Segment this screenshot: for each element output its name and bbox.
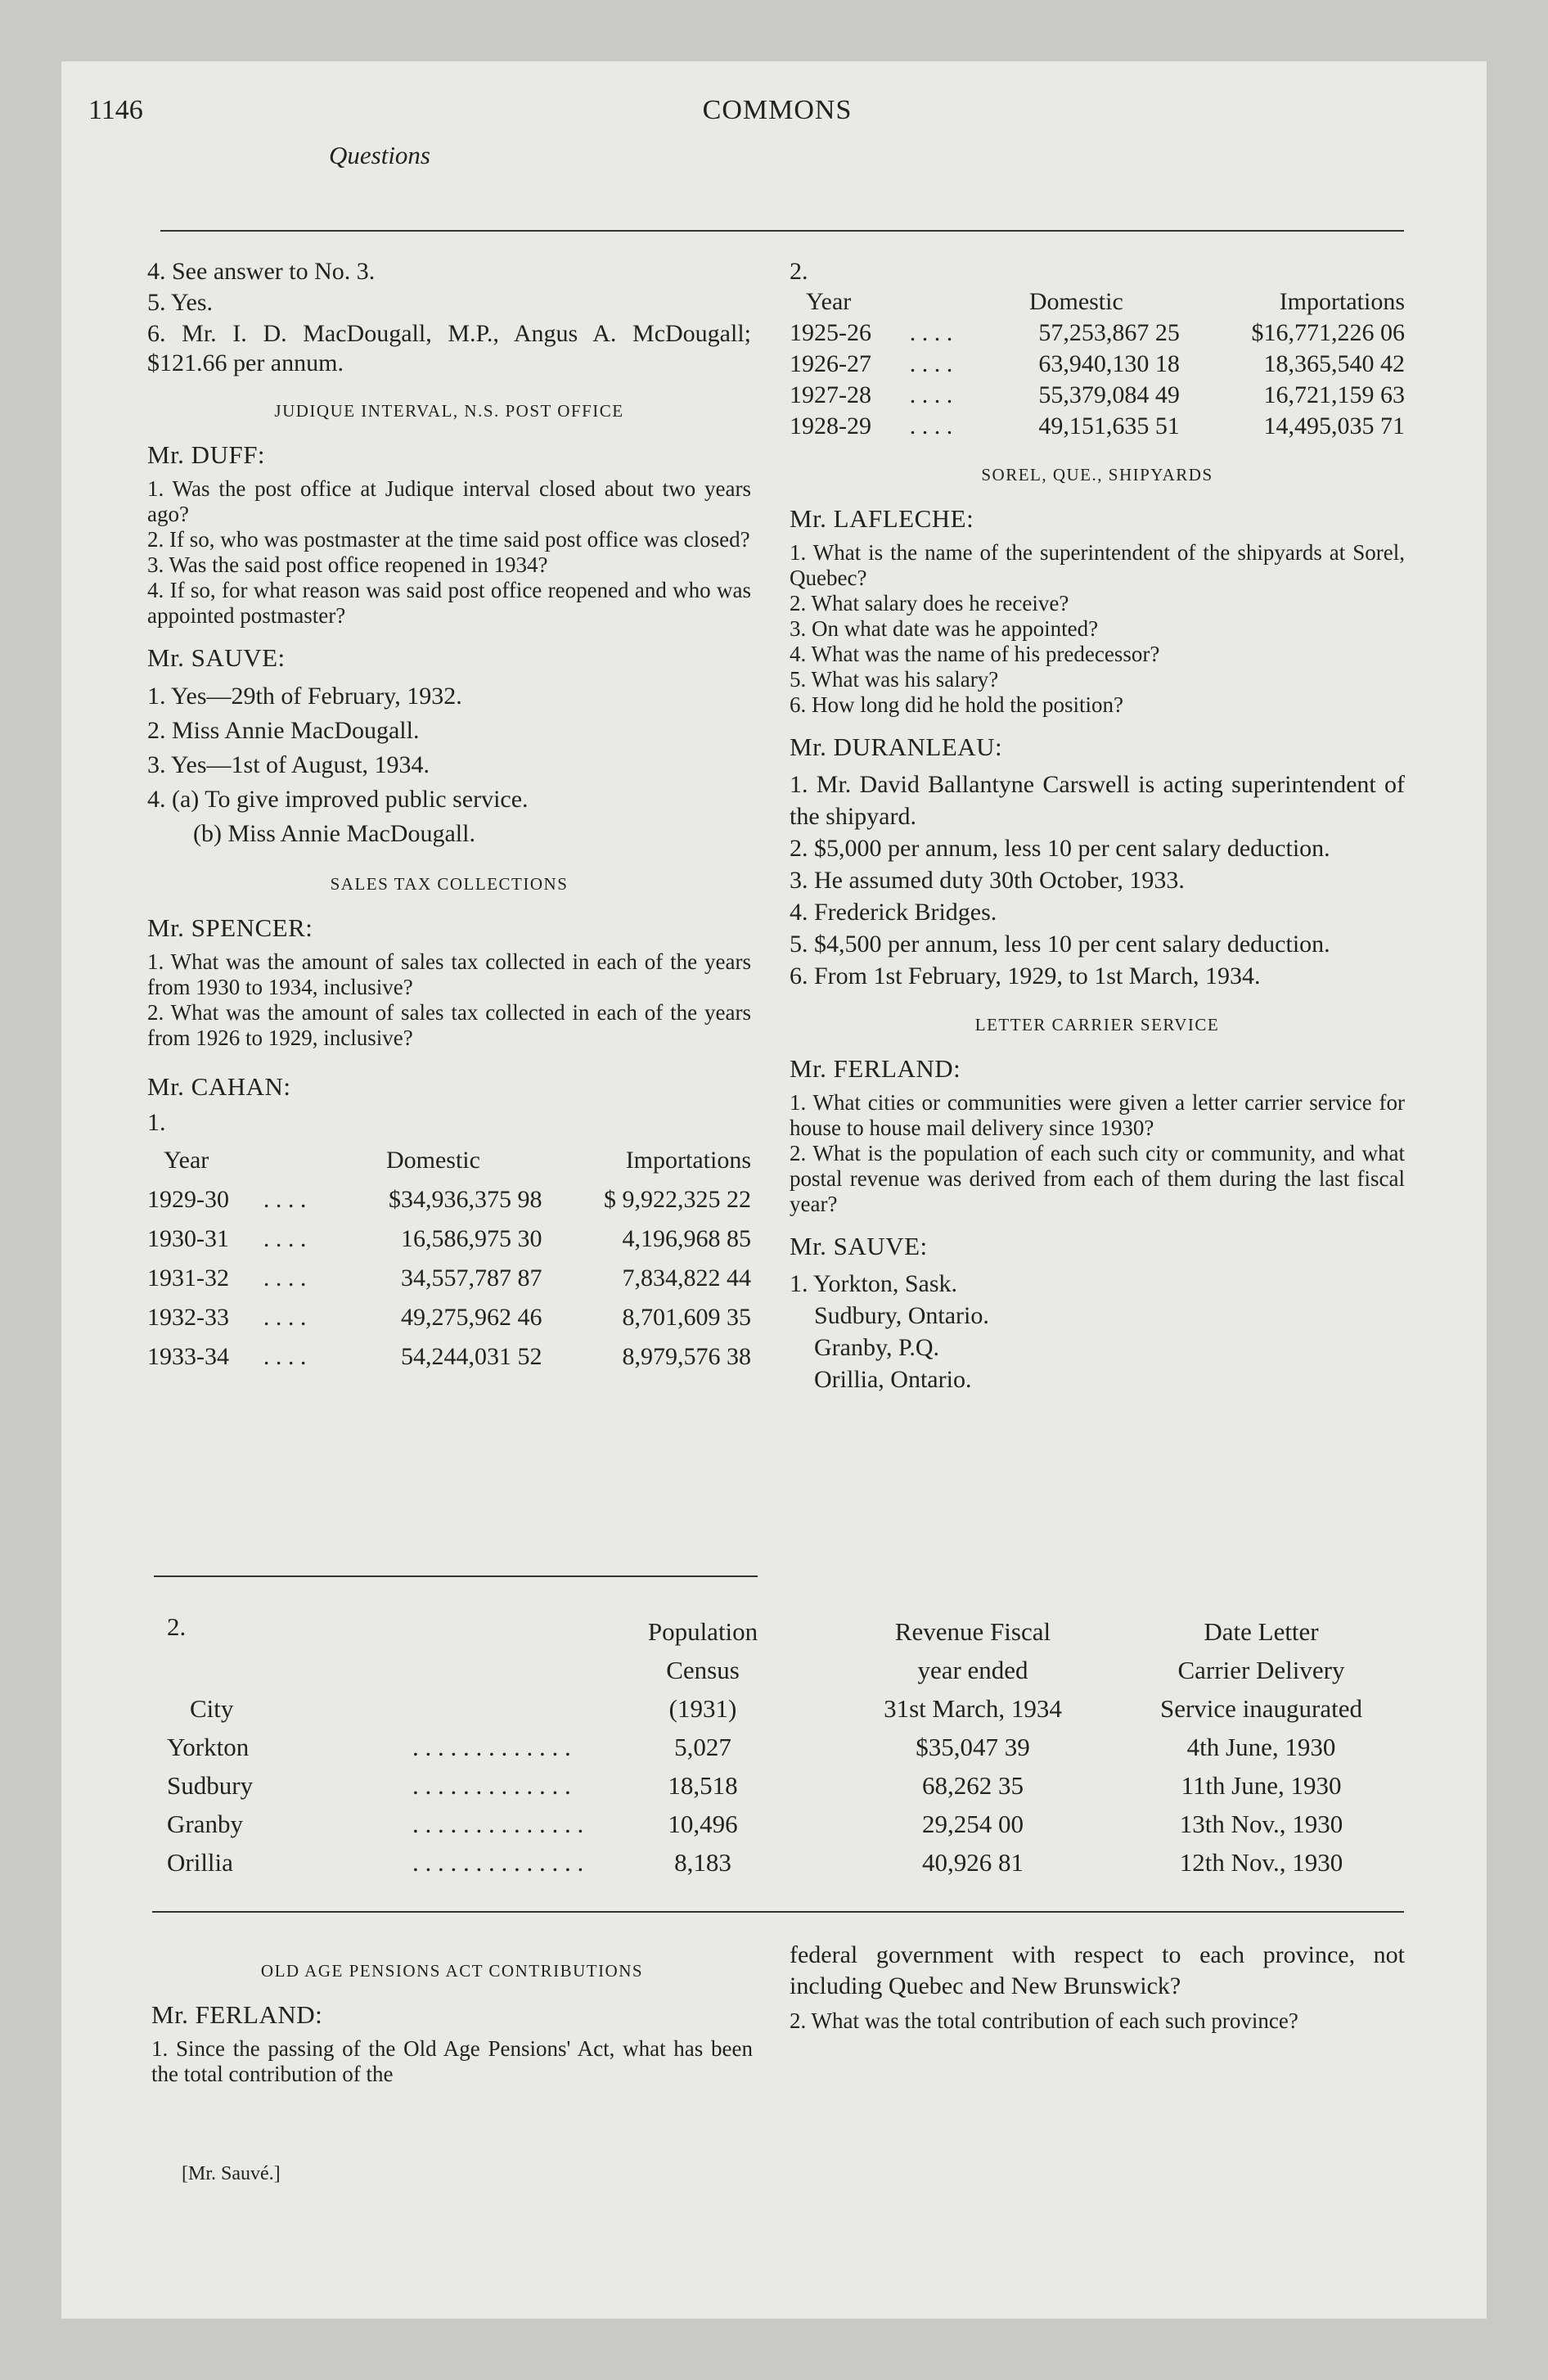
- table-cell: 1928-29: [790, 412, 871, 439]
- question: 2. What salary does he receive?: [790, 591, 1069, 615]
- table-cell: 1931-32: [147, 1264, 229, 1291]
- section-heading: JUDIQUE INTERVAL, N.S. POST OFFICE: [274, 401, 624, 421]
- table-cell: 8,701,609 35: [622, 1304, 751, 1331]
- column-header: (1931): [668, 1693, 737, 1723]
- table-row: [167, 1728, 1394, 1766]
- column-header: year ended: [917, 1655, 1028, 1684]
- question: 4. If so, for what reason was said post office reopened and who was appointed postmaster?: [147, 578, 751, 628]
- column-header: Revenue Fiscal: [894, 1616, 1051, 1646]
- column-header: 31st March, 1934: [884, 1693, 1062, 1723]
- column-header: Domestic: [1028, 288, 1123, 315]
- table-cell: 7,834,822 44: [622, 1264, 751, 1291]
- answer: 6. From 1st February, 1929, to 1st March, 1934.: [790, 962, 1261, 989]
- question: 1. What is the name of the superintendent of the shipyards at Sorel, Quebec?: [790, 540, 1405, 590]
- table-cell: 63,940,130 18: [1038, 350, 1180, 377]
- speaker: Mr. LAFLECHE:: [790, 504, 974, 533]
- table-cell: 5,027: [674, 1732, 731, 1761]
- table-row: [790, 349, 1405, 380]
- sales-tax-table-1930-34: [147, 1141, 751, 1377]
- table-header-row: [790, 286, 1405, 318]
- table-cell: 13th Nov., 1930: [1179, 1809, 1343, 1838]
- table-cell: $16,771,226 06: [1251, 319, 1405, 346]
- column-header: Carrier Delivery: [1177, 1655, 1345, 1684]
- table-cell: 16,586,975 30: [401, 1225, 542, 1252]
- table-cell: 29,254 00: [922, 1809, 1024, 1838]
- answer: 1. Yorkton, Sask.: [790, 1270, 958, 1297]
- table-cell: 49,275,962 46: [401, 1304, 542, 1331]
- section-heading: OLD AGE PENSIONS ACT CONTRIBUTIONS: [260, 1961, 644, 1981]
- city-table-block: [167, 1612, 1394, 1882]
- leader-dots: . . . .: [263, 1343, 307, 1370]
- question: 1. What cities or communities were given a letter carrier service for house to house mail delivery since 1930?: [790, 1090, 1405, 1140]
- answer-line: 6. Mr. I. D. MacDougall, M.P., Angus A. McDougall; $121.66 per annum.: [147, 320, 751, 376]
- table-cell: 14,495,035 71: [1263, 412, 1405, 439]
- speaker: Mr. DUFF:: [147, 440, 266, 469]
- column-header: Year: [164, 1147, 209, 1174]
- column-header: Importations: [625, 1147, 751, 1174]
- table-cell: Granby: [167, 1809, 243, 1838]
- table-cell: $ 9,922,325 22: [604, 1186, 751, 1213]
- section-heading: SALES TAX COLLECTIONS: [330, 874, 569, 894]
- leader-dots: . . . .: [263, 1186, 307, 1213]
- table-cell: 16,721,159 63: [1263, 381, 1405, 408]
- table-cell: 34,557,787 87: [401, 1264, 542, 1291]
- answer: 5. $4,500 per annum, less 10 per cent salary deduction.: [790, 931, 1330, 958]
- question: 2. What is the population of each such city or community, and what postal revenue was derived from each of them during the last fiscal year?: [790, 1141, 1405, 1216]
- section-heading: SOREL, QUE., SHIPYARDS: [981, 465, 1213, 485]
- answer: Granby, P.Q.: [814, 1334, 940, 1361]
- answer-block: [790, 1268, 1405, 1395]
- question-block: [790, 1090, 1405, 1217]
- table-cell: 10,496: [668, 1809, 738, 1838]
- table-cell: $34,936,375 98: [389, 1186, 542, 1213]
- left-column: [147, 257, 751, 1377]
- table-row: [147, 1259, 751, 1298]
- table-cell: Yorkton: [167, 1732, 250, 1761]
- answer: 1. Yes—29th of February, 1932.: [147, 683, 462, 710]
- answer: (b) Miss Annie MacDougall.: [193, 820, 475, 847]
- table-row: [167, 1766, 1394, 1805]
- leader-dots: . . . . . . . . . . . . .: [412, 1732, 571, 1761]
- table-row: [167, 1843, 1394, 1882]
- column-header: Population: [647, 1616, 758, 1646]
- question: 5. What was his salary?: [790, 667, 999, 692]
- table-header-row: [167, 1612, 1394, 1651]
- answer: 4. Frederick Bridges.: [790, 899, 997, 926]
- sales-tax-table-1926-29: [790, 286, 1405, 442]
- speaker: Mr. SAUVE:: [790, 1232, 928, 1260]
- leader-dots: . . . .: [263, 1304, 307, 1331]
- table-cell: 12th Nov., 1930: [1179, 1847, 1343, 1877]
- question: 1. What was the amount of sales tax collected in each of the years from 1930 to 1934, inclusive?: [147, 949, 751, 999]
- page-number: 1146: [88, 95, 143, 125]
- table-cell: 55,379,084 49: [1038, 381, 1180, 408]
- table-cell: 1933-34: [147, 1343, 229, 1370]
- leader-dots: . . . .: [263, 1264, 307, 1291]
- leader-dots: . . . .: [263, 1225, 307, 1252]
- leader-dots: . . . .: [909, 381, 953, 408]
- table-cell: 8,183: [674, 1847, 731, 1877]
- speaker: Mr. SAUVE:: [147, 643, 286, 672]
- page-header-subtitle: Questions: [329, 141, 430, 169]
- table-label: 1.: [147, 1109, 166, 1136]
- table-cell: 4,196,968 85: [622, 1225, 751, 1252]
- question: 6. How long did he hold the position?: [790, 692, 1123, 717]
- table-cell: 1929-30: [147, 1186, 229, 1213]
- table-cell: 1926-27: [790, 350, 871, 377]
- table-cell: 4th June, 1930: [1186, 1732, 1336, 1761]
- table-cell: 1930-31: [147, 1225, 229, 1252]
- leader-dots: . . . . . . . . . . . . .: [412, 1770, 571, 1800]
- question-continued: federal government with respect to each province, not including Quebec and New Brunswick?: [790, 1941, 1405, 1999]
- table-cell: 8,979,576 38: [622, 1343, 751, 1370]
- column-header: Service inaugurated: [1159, 1693, 1363, 1723]
- answer: 1. Mr. David Ballantyne Carswell is acting superintendent of the shipyard.: [790, 771, 1405, 830]
- question: 2. What was the total contribution of each such province?: [790, 2008, 1298, 2033]
- question: 2. If so, who was postmaster at the time said post office was closed?: [147, 527, 750, 552]
- table-header-row: [167, 1651, 1394, 1689]
- pensions-right: [790, 1940, 1405, 2034]
- right-column: [790, 257, 1405, 1395]
- table-cell: 54,244,031 52: [401, 1343, 542, 1370]
- column-header: Domestic: [385, 1147, 480, 1174]
- question-block: [147, 476, 751, 629]
- table-cell: 11th June, 1930: [1181, 1770, 1342, 1800]
- column-header: Importations: [1279, 288, 1405, 315]
- answer: 3. Yes—1st of August, 1934.: [147, 751, 430, 778]
- table-label: 2.: [167, 1612, 187, 1641]
- table-cell: 18,365,540 42: [1263, 350, 1405, 377]
- footer-speaker-note: [Mr. Sauvé.]: [182, 2163, 281, 2184]
- answer: 4. (a) To give improved public service.: [147, 786, 529, 813]
- section-rule: [152, 1911, 1404, 1913]
- table-row: [147, 1219, 751, 1259]
- answer: Orillia, Ontario.: [814, 1366, 972, 1393]
- leader-dots: . . . .: [909, 319, 953, 346]
- page-header-title: COMMONS: [702, 95, 853, 125]
- question: 1. Since the passing of the Old Age Pensions' Act, what has been the total contribution of the: [151, 2036, 753, 2086]
- answer: 2. Miss Annie MacDougall.: [147, 717, 420, 744]
- table-cell: 57,253,867 25: [1038, 319, 1180, 346]
- leader-dots: . . . .: [909, 350, 953, 377]
- answer: 3. He assumed duty 30th October, 1933.: [790, 867, 1185, 894]
- table-cell: $35,047 39: [916, 1732, 1030, 1761]
- question-block: [790, 540, 1405, 718]
- question-block: [147, 949, 751, 1051]
- question: 2. What was the amount of sales tax collected in each of the years from 1926 to 1929, inclusive?: [147, 1000, 751, 1050]
- table-cell: 1927-28: [790, 381, 871, 408]
- table-cell: Orillia: [167, 1847, 233, 1877]
- table-cell: 18,518: [668, 1770, 738, 1800]
- table-header-row: [147, 1141, 751, 1180]
- column-header: Date Letter: [1204, 1616, 1319, 1646]
- letter-carrier-city-table: [167, 1612, 1394, 1882]
- table-row: [167, 1805, 1394, 1843]
- column-header: City: [190, 1693, 234, 1723]
- question: 1. Was the post office at Judique interval closed about two years ago?: [147, 476, 751, 526]
- pensions-left: [151, 1940, 753, 2087]
- answer-line: 5. Yes.: [147, 289, 214, 316]
- table-row: [147, 1180, 751, 1219]
- table-cell: 40,926 81: [922, 1847, 1024, 1877]
- speaker: Mr. CAHAN:: [147, 1072, 291, 1101]
- table-label: 2.: [790, 258, 808, 285]
- leader-dots: . . . . . . . . . . . . . .: [412, 1847, 584, 1877]
- speaker: Mr. FERLAND:: [790, 1054, 961, 1083]
- question: 3. Was the said post office reopened in 1934?: [147, 552, 548, 577]
- table-cell: 1925-26: [790, 319, 871, 346]
- table-row: [790, 318, 1405, 349]
- section-rule: [154, 1575, 758, 1577]
- column-header: Census: [666, 1655, 740, 1684]
- section-heading: LETTER CARRIER SERVICE: [974, 1015, 1220, 1034]
- speaker: Mr. SPENCER:: [147, 913, 313, 942]
- answer: Sudbury, Ontario.: [814, 1302, 989, 1329]
- table-cell: 68,262 35: [922, 1770, 1024, 1800]
- table-row: [147, 1298, 751, 1337]
- leader-dots: . . . . . . . . . . . . . .: [412, 1809, 584, 1838]
- table-cell: 1932-33: [147, 1304, 229, 1331]
- answer: 2. $5,000 per annum, less 10 per cent salary deduction.: [790, 835, 1330, 862]
- column-header: Year: [806, 288, 852, 315]
- question: 3. On what date was he appointed?: [790, 616, 1099, 641]
- speaker: Mr. FERLAND:: [151, 2000, 323, 2029]
- table-row: [790, 380, 1405, 411]
- answer-line: 4. See answer to No. 3.: [147, 258, 376, 285]
- question: 4. What was the name of his predecessor?: [790, 642, 1160, 666]
- speaker: Mr. DURANLEAU:: [790, 732, 1003, 761]
- leader-dots: . . . .: [909, 412, 953, 439]
- table-header-row: [167, 1689, 1394, 1728]
- table-row: [147, 1337, 751, 1377]
- answer-block: [790, 769, 1405, 992]
- table-cell: 49,151,635 51: [1038, 412, 1180, 439]
- table-row: [790, 411, 1405, 442]
- table-cell: Sudbury: [167, 1770, 254, 1800]
- header-rule: [160, 230, 1404, 232]
